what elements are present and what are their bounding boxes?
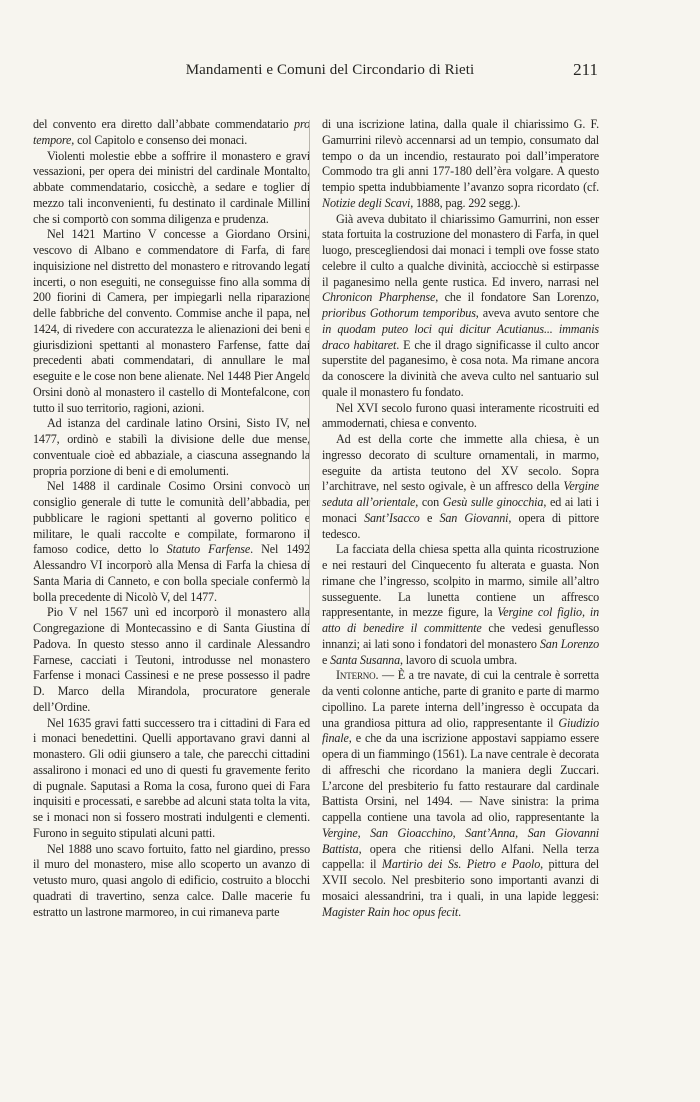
text-run: . Nel 1492 Alessandro VI incorporò alla Mensa di Farfa la chiesa di Santa Maria di Canneto, e con bolla speciale confermò la bolla precedente di Nicolò V, del 1477. — [33, 542, 310, 604]
text-run: Nel 1421 Martino V concesse a Giordano Orsini, vescovo di Albano e commendatore di Farfa, di fare inquisizione nel distretto del monastero e ritrovando legati incerti, o non eseguiti, ne conseguisse fino alla somma di 200 fiorini di Camera, per impiegarli nella riparazione delle fabbriche del convento. Commise anche il papa, nel 1424, di rivedere con accuratezza le alienazioni dei beni e giurisdizioni spettanti al monastero Farfense, fatte dai precedenti abati commendatari, di annullare le mal eseguite e le cose non bene alienate. Nel 1448 Pier Angelo Orsini donò al monastero il castello di Montefalcone, con tutto il suo territorio, ragioni, azioni. — [33, 227, 310, 415]
paragraph — [33, 605, 310, 715]
text-run: , aveva avuto sentore che — [475, 306, 599, 320]
text-run: Ad est della corte che immette alla chiesa, è un ingresso decorato di sculture ornamentali, in marmo, eseguite da artista teutono del XV secolo. Sopra l’architrave, nel sesto ogivale, è un affresco della — [322, 432, 599, 494]
paragraph — [33, 416, 310, 479]
running-header — [0, 62, 700, 84]
italic-text: Giudizio finale — [322, 715, 599, 746]
paragraph — [33, 716, 310, 842]
paragraph — [33, 842, 310, 921]
text-run: , opera che ritiensi dello Alfani. Nella terza cappella: il — [322, 841, 599, 872]
text-run: . — [458, 904, 461, 919]
italic-text: Sant’Isacco — [364, 510, 420, 525]
paragraph — [33, 117, 310, 149]
italic-text: San Lorenzo — [539, 636, 599, 651]
italic-text: Vergine seduta all’orientale — [322, 479, 599, 509]
text-run: Nel 1888 uno scavo fortuito, fatto nel giardino, presso il muro del monastero, mise allo scoperto un avanzo di vetusto muro, quasi angolo di edificio, costruito a blocchi quadrati di travertino, senza calce. Dalle macerie fu estratto un lastrone marmoreo, in cui rimaneva parte — [33, 841, 310, 919]
italic-text: Martirio dei Ss. Pietro e Paolo — [381, 857, 541, 872]
italic-text: Santa Susanna — [330, 652, 401, 667]
italic-text: in quodam puteo loci qui dicitur Acutianus... immanis draco habitaret — [322, 321, 599, 352]
italic-text: Gesù sulle ginocchia — [442, 495, 544, 509]
paragraph — [322, 668, 599, 920]
column-divider — [309, 120, 310, 625]
header-title: Mandamenti e Comuni del Circondario di Rieti — [185, 62, 475, 78]
text-run: La facciata della chiesa spetta alla quinta ricostruzione e nei restauri del Cinquecento fu alterata e guasta. Non rimane che l’ingresso, scolpito in marmo, simile all’altro susseguente. La lunetta contiene un affresco rappresentante, in mezze figure, la — [322, 542, 599, 620]
section-label: Interno. — [336, 668, 379, 683]
text-run: , lavoro di scuola umbra. — [400, 652, 517, 667]
italic-text: Vergine col figlio, in atto di benedire il committente — [322, 605, 599, 635]
text-run: Ad istanza del cardinale latino Orsini, Sisto IV, nel 1477, ordinò e stabilì la divisione delle due mense, conventuale cioè ed abbaziale, a ciascuna assegnando la propria porzione di beni e di emolumenti. — [33, 416, 310, 478]
paragraph — [33, 479, 310, 605]
text-run: , pittura del XVII secolo. Nel presbiterio sono importanti avanzi di mosaici alessandrini, tra i quali, in una lapide leggesi: — [322, 857, 600, 903]
italic-text: Notizie degli Scavi — [322, 195, 411, 210]
text-run: Nel XVI secolo furono quasi interamente ricostruiti ed ammodernati, chiesa e convento. — [322, 400, 599, 431]
text-run: Nel 1635 gravi fatti successero tra i cittadini di Fara ed i monaci benedettini. Quelli apportavano gravi danni al monastero. Gli odii giunsero a tale, che parecchi cittadini assalirono i monaci ed uno di questi fu gravemente ferito di pugnale. Saputasi a Roma la cosa, furono quei di Fara inquisiti e processati, e sarebbe ad alcuni stata tolta la vita, se i monaci non si fossero mostrati indulgenti e clementi. Furono in seguito stipulati alcuni patti. — [33, 715, 310, 840]
text-run: — È a tre navate, di cui la centrale è sorretta da venti colonne antiche, parte di granito e parte di marmo cipollino. La parete interna dell’ingresso è occupata da una grandiosa pittura ad olio, rappresentante il — [322, 668, 599, 730]
italic-text: prioribus Gothorum temporibus — [322, 306, 476, 320]
paragraph — [322, 432, 599, 542]
text-run: , ed ai lati i monaci — [322, 495, 599, 525]
paragraph — [33, 227, 310, 416]
text-run: Pio V nel 1567 unì ed incorporò il monastero alla Congregazione di Montecassino e di Santa Giustina di Padova. In questo stesso anno il cardinale Alessandro Farnese, cacciati i Teutoni, introdusse nel monastero Farfense i monaci Cassinesi e ne prese possesso il padre D. Marco della Mirandola, procuratore generale dell’Ordine. — [33, 605, 310, 714]
paragraph — [322, 117, 599, 212]
italic-text: pro tempore — [33, 117, 310, 147]
text-run: e — [419, 510, 440, 525]
left-text-column — [33, 117, 310, 920]
text-run: e — [322, 652, 331, 667]
italic-text: San Giovanni — [439, 510, 509, 525]
text-run: , col Capitolo e consenso dei monaci. — [71, 132, 248, 147]
text-run: , che il fondatore San Lorenzo, — [435, 290, 599, 305]
paragraph — [322, 212, 599, 401]
italic-text: Chronicon Pharphense — [322, 290, 436, 305]
text-run: del convento era diretto dall’abbate commendatario — [33, 117, 295, 131]
paragraph — [322, 542, 599, 668]
paragraph — [322, 401, 599, 433]
page-number: 211 — [573, 60, 598, 79]
text-run: , opera di pittore tedesco. — [322, 510, 599, 541]
right-text-column — [322, 117, 599, 920]
text-run: , e che da una iscrizione appostavi sappiamo essere opera di un fiammingo (1561). La nave centrale è decorata di affreschi che ricordano la maniera degli Zuccari. L’arcone del presbiterio fu fatto restaurare dal cardinale Battista Orsini, nel 1494. — Nave sinistra: la prima cappella contiene una tavola ad olio, rappresentante la — [322, 731, 599, 824]
italic-text: Magister Rain hoc opus fecit — [322, 904, 459, 919]
text-run: Nel 1488 il cardinale Cosimo Orsini convocò un consiglio generale di tutte le comunità dell’abbadia, per pubblicare le ragioni spettanti al governo politico e militare, le quali raccolte e compilate, formarono il famoso codice, detto lo — [33, 479, 310, 557]
text-run: che vedesi genuflesso innanzi; ai lati sono i fondatori del monastero — [322, 621, 599, 651]
text-run: Già aveva dubitato il chiarissimo Gamurrini, non esser stata fortuita la costruzione del monastero di Farfa, in quel luogo, prescegliendosi dai monaci i templi ove fosse stato celebre il culto a qualche divinità, acciocchè si estirpasse il paganesimo nella gente rustica. Ed invero, narrasi nel — [322, 211, 599, 289]
italic-text: Vergine, San Gioacchino, Sant’Anna, San Giovanni Battista — [322, 825, 599, 856]
text-run: , con — [415, 495, 443, 509]
text-run: . E che il drago significasse il culto ancor superstite del paganesimo, è cosa nota. Ma rimane ancora da conoscere la divinità che aveva culto nel santuario sul quale il monastero fu fondato. — [322, 337, 599, 399]
text-run: di una iscrizione latina, dalla quale il chiarissimo G. F. Gamurrini rilevò accennarsi ad un tempio, consumato dal tempo o da un incendio, restaurato poi dall’imperatore Commodo tra gli anni 177-180 dell’èra volgare. A questo tempio spetta indubbiamente l’avanzo sopra ricordato (cf. — [322, 117, 599, 194]
italic-text: Statuto Farfense — [166, 542, 251, 557]
text-run: Violenti molestie ebbe a soffrire il monastero e gravi vessazioni, per opera dei ministri del cardinale Montalto, abbate commendatario, cosicchè, a sedare e toglier di mezzo tali inconvenienti, fu destinato il cardinale Millini che si comportò con somma diligenza e prudenza. — [33, 148, 310, 226]
text-run: , 1888, pag. 292 segg.). — [410, 195, 521, 210]
paragraph — [33, 149, 310, 228]
